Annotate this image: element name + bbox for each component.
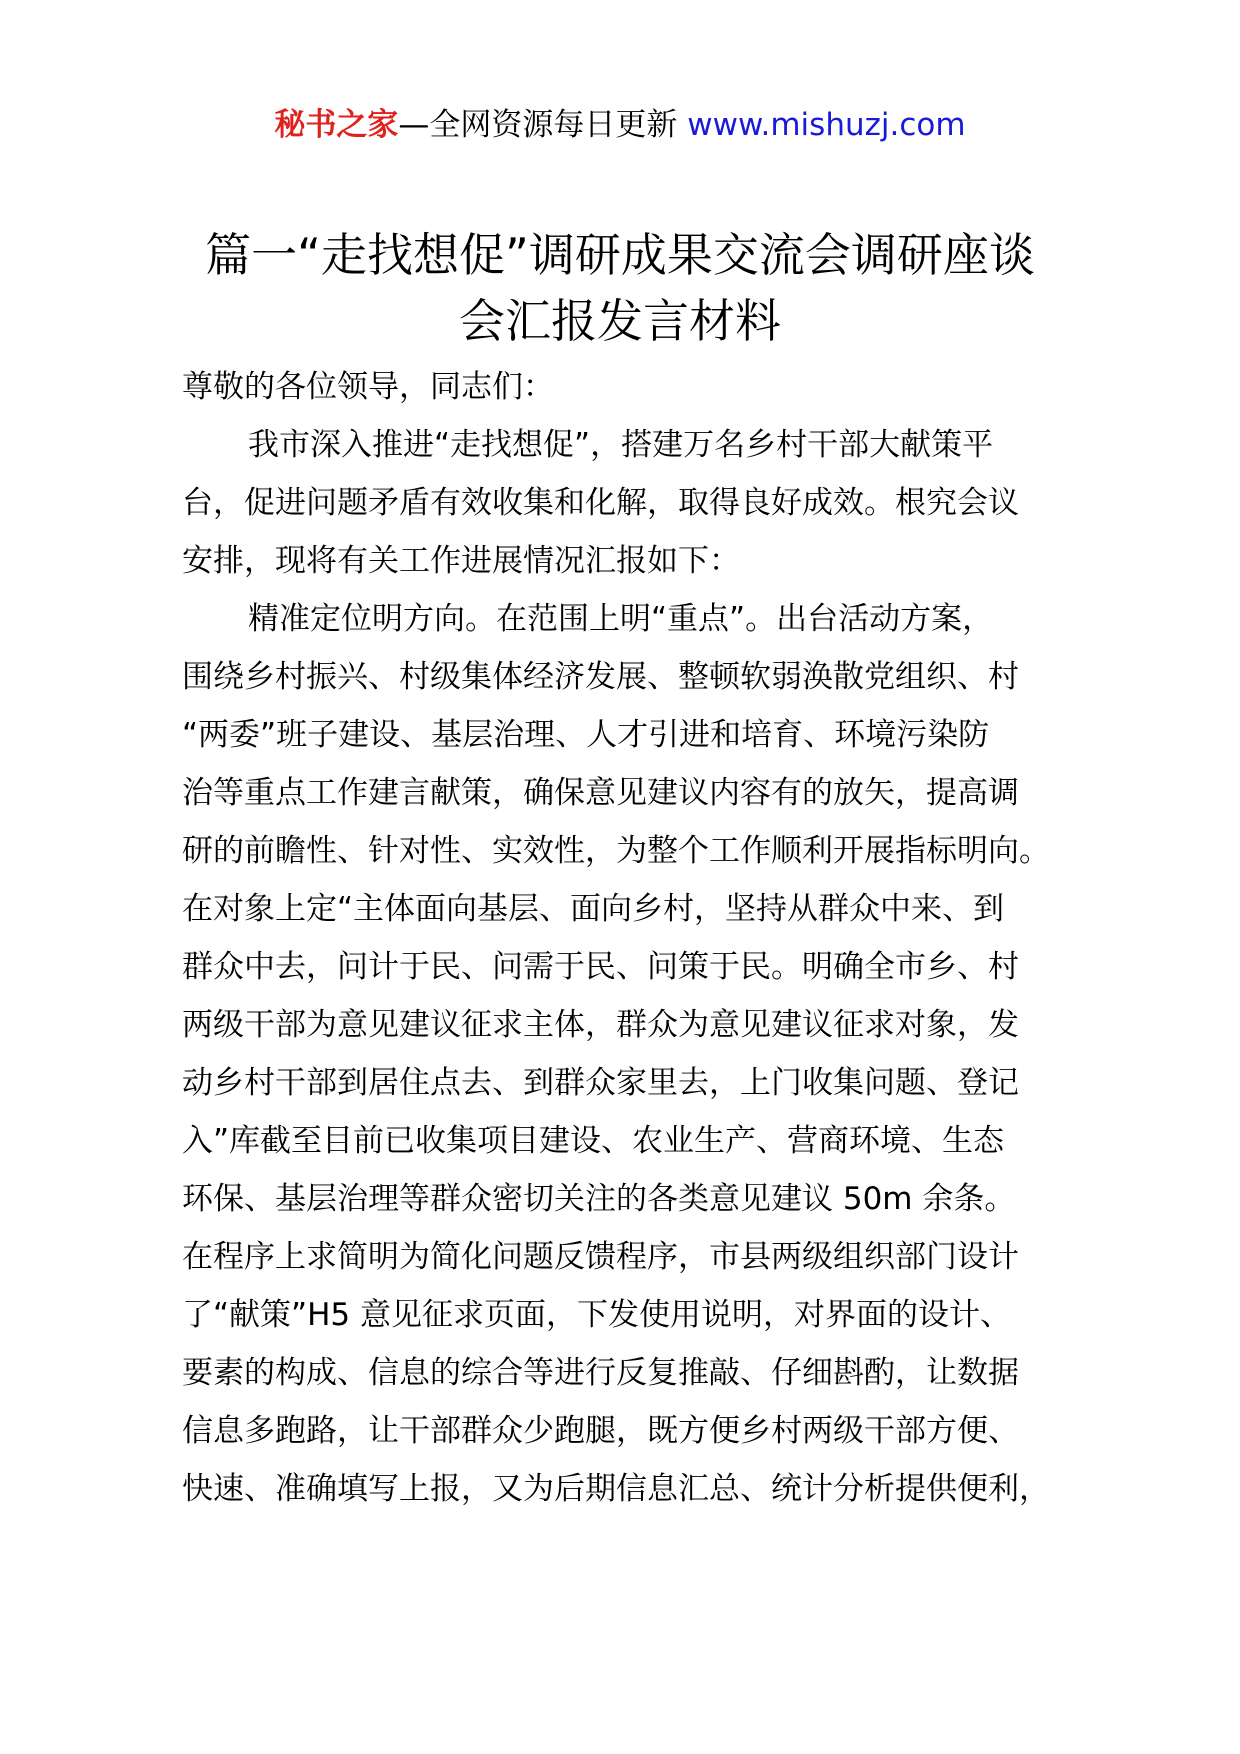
title-line-2: 会汇报发言材料 [459, 294, 781, 348]
document-title [160, 222, 1080, 354]
paragraph-line: 信息多跑路，让干部群众少跑腿，既方便乡村两级干部方便、 [182, 1413, 1019, 1449]
title-line-1: 篇一“走找想促”调研成果交流会调研座谈 [205, 228, 1035, 282]
paragraph-line: 要素的构成、信息的综合等进行反复推敲、仔细斟酌，让数据 [182, 1355, 1019, 1391]
paragraph-line: 两级干部为意见建议征求主体，群众为意见建议征求对象，发 [182, 1007, 1019, 1043]
paragraph-line: 研的前瞻性、针对性、实效性，为整个工作顺利开展指标明向。 [182, 833, 1050, 869]
paragraph-line: 安排，现将有关工作进展情况汇报如下： [182, 543, 740, 579]
page-header [0, 100, 1240, 150]
site-url-link[interactable]: www.mishuzj.com [687, 107, 966, 143]
paragraph-line: “两委”班子建设、基层治理、人才引进和培育、环境污染防 [182, 717, 990, 753]
paragraph-line: 我市深入推进“走找想促”，搭建万名乡村干部大献策平 [248, 427, 994, 463]
paragraph-line: 了“献策”H5 意见征求页面，下发使用说明，对界面的设计、 [182, 1297, 1012, 1333]
paragraph-line: 环保、基层治理等群众密切关注的各类意见建议 50m 余条。 [182, 1181, 1016, 1217]
paragraph-line: 治等重点工作建言献策，确保意见建议内容有的放矢，提高调 [182, 775, 1019, 811]
salutation: 尊敬的各位领导，同志们： [182, 369, 554, 405]
paragraph-line: 在对象上定“主体面向基层、面向乡村，坚持从群众中来、到 [182, 891, 1005, 927]
paragraph-line: 入”库截至目前已收集项目建设、农业生产、营商环境、生态 [182, 1123, 1005, 1159]
header-slogan: —全网资源每日更新 [398, 107, 688, 143]
brand-name: 秘书之家 [274, 107, 399, 143]
paragraph-line: 精准定位明方向。在范围上明“重点”。出台活动方案， [248, 601, 994, 637]
paragraph-line: 动乡村干部到居住点去、到群众家里去，上门收集问题、登记 [182, 1065, 1019, 1101]
paragraph-line: 快速、准确填写上报，又为后期信息汇总、统计分析提供便利， [182, 1471, 1050, 1507]
paragraph-line: 群众中去，问计于民、问需于民、问策于民。明确全市乡、村 [182, 949, 1019, 985]
paragraph-line: 在程序上求简明为简化问题反馈程序，市县两级组织部门设计 [182, 1239, 1019, 1275]
paragraph-line: 台，促进问题矛盾有效收集和化解，取得良好成效。根究会议 [182, 485, 1019, 521]
paragraph-line: 围绕乡村振兴、村级集体经济发展、整顿软弱涣散党组织、村 [182, 659, 1019, 695]
document-body [182, 358, 1082, 1518]
